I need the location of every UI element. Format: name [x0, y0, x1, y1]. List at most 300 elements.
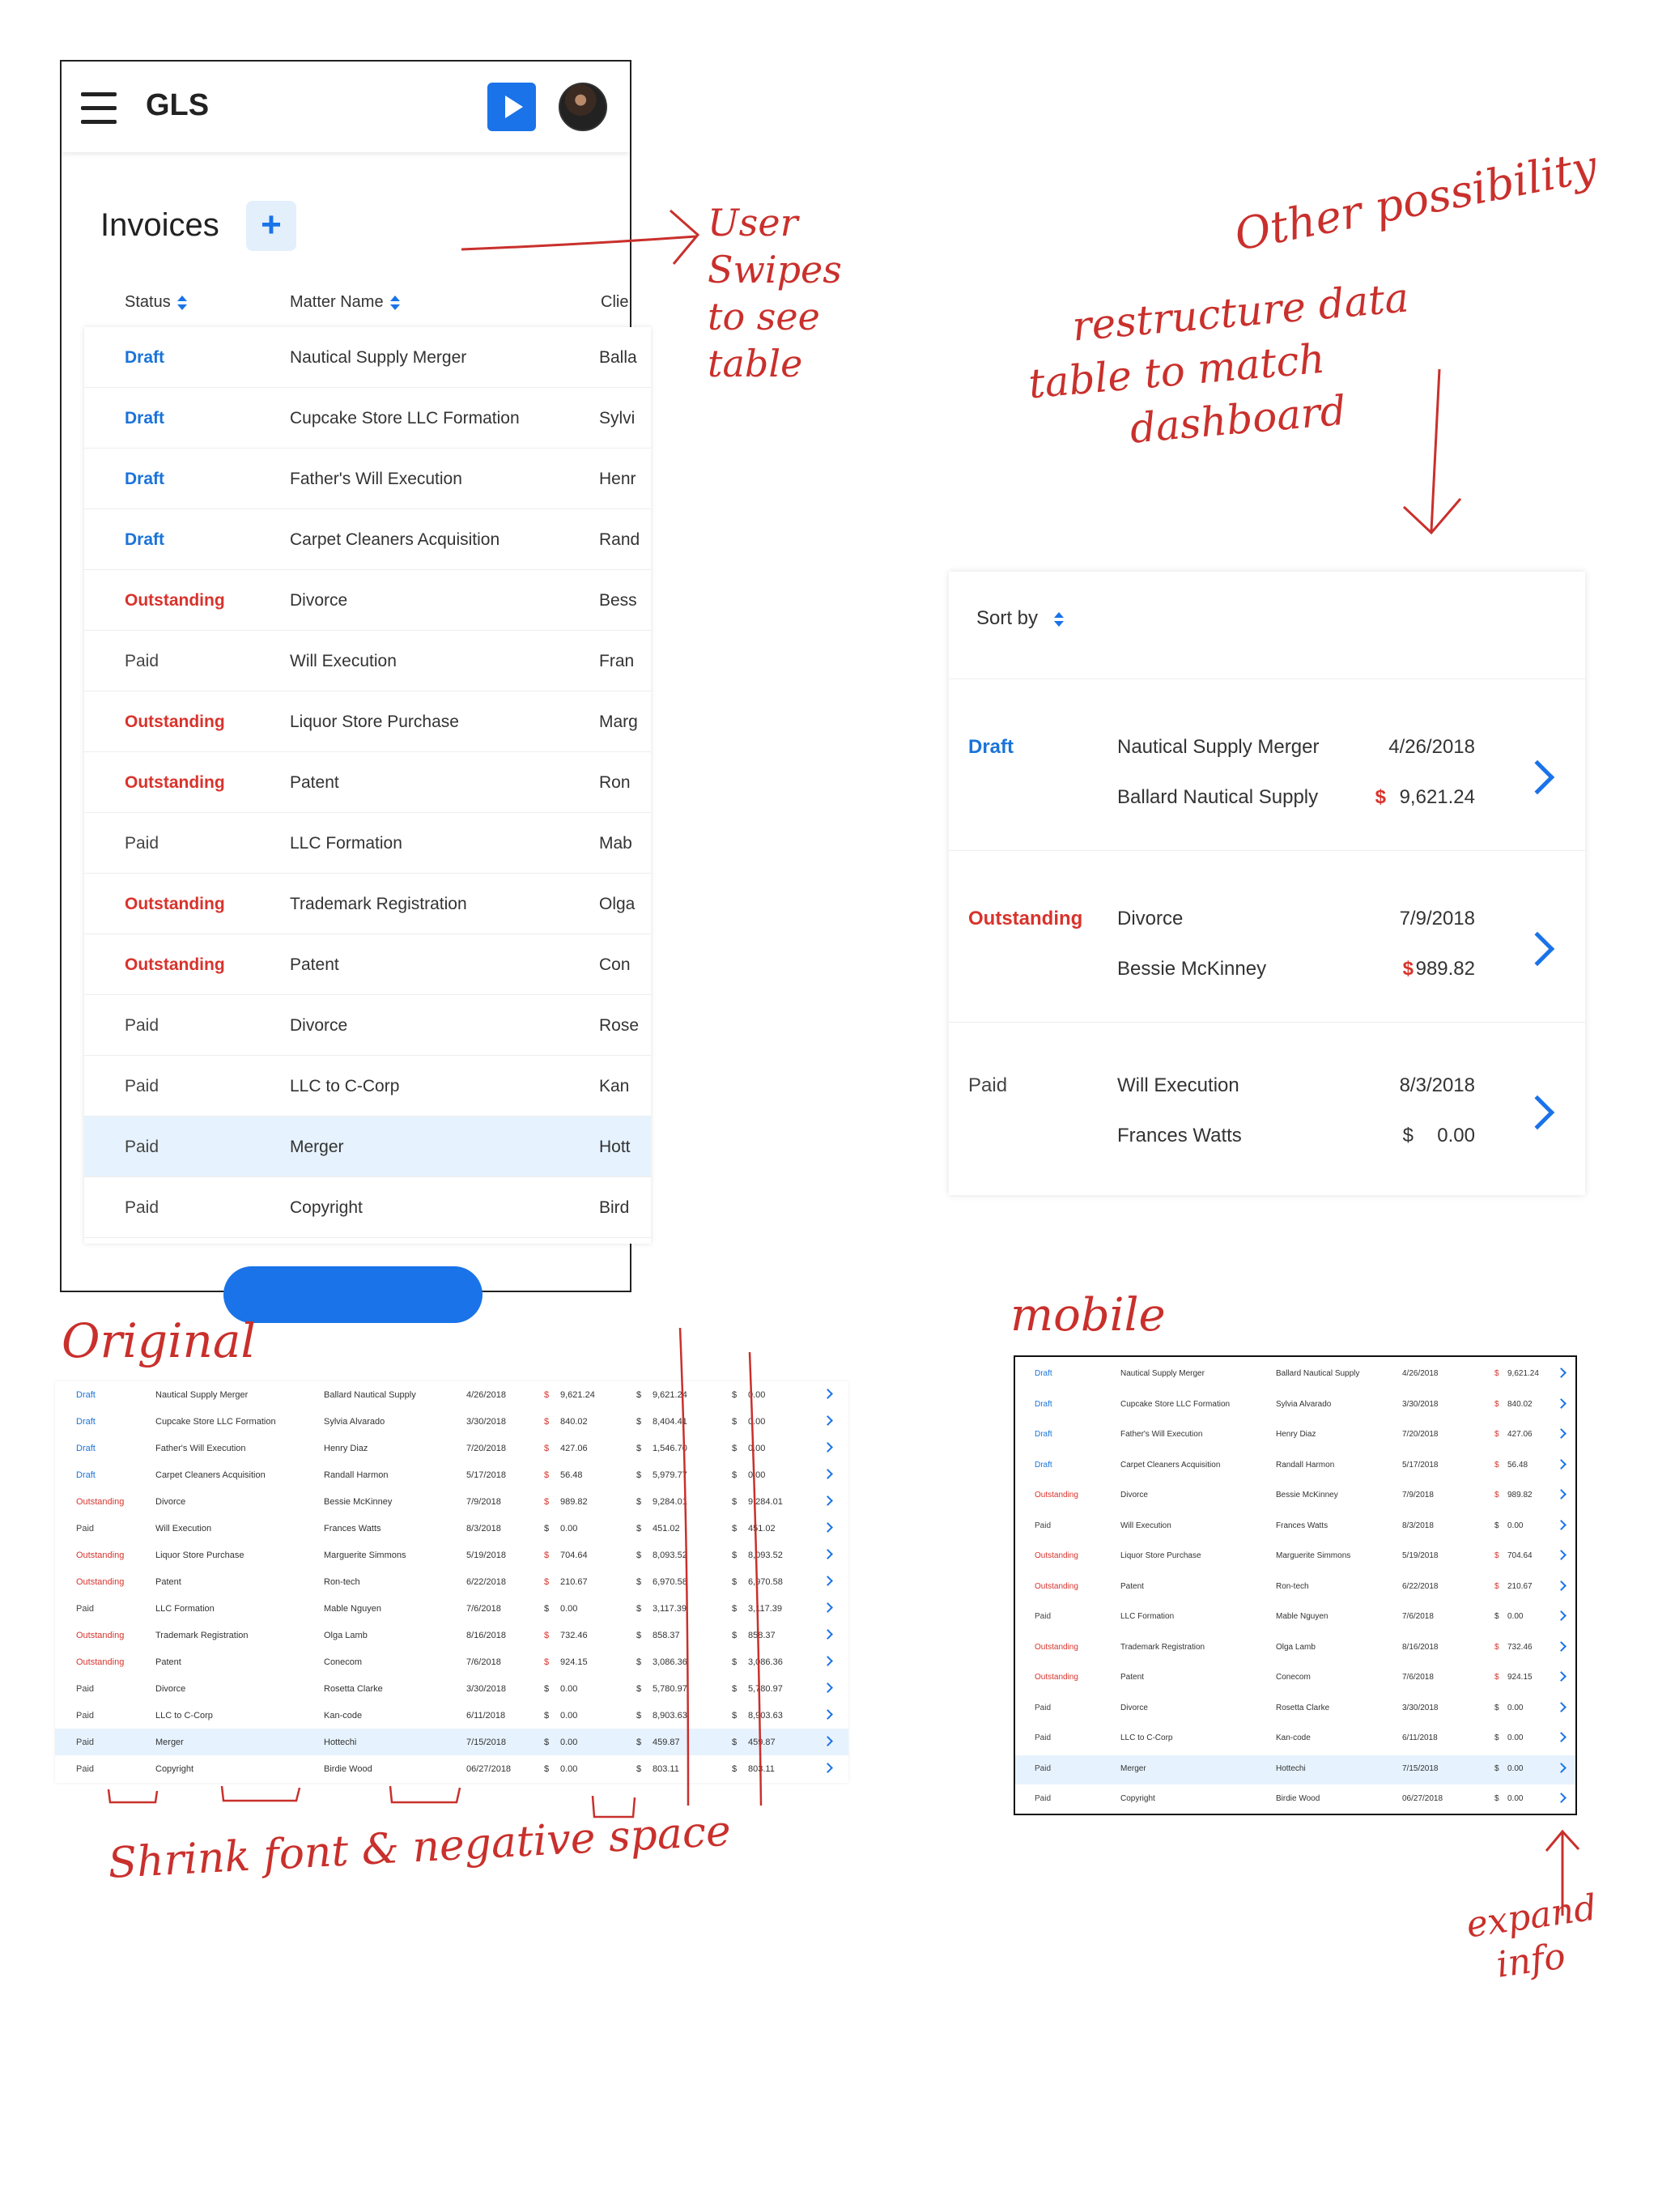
currency-symbol: $	[636, 1524, 642, 1534]
table-row[interactable]	[84, 388, 651, 449]
currency-symbol: $	[1494, 1430, 1499, 1439]
menu-icon[interactable]	[81, 92, 117, 125]
currency-symbol: $	[636, 1764, 642, 1774]
chevron-right-icon[interactable]	[1556, 1702, 1567, 1712]
chevron-right-icon[interactable]	[1520, 1095, 1554, 1129]
sort-icon	[390, 295, 400, 311]
total-cell: 1,546.70	[653, 1444, 687, 1453]
matter-cell: Father's Will Execution	[1120, 1430, 1203, 1439]
currency-symbol: $	[732, 1657, 738, 1667]
status-cell: Draft	[125, 409, 165, 428]
currency-symbol: $	[732, 1738, 738, 1747]
matter-cell: Merger	[1120, 1763, 1146, 1773]
matter-cell: Carpet Cleaners Acquisition	[1120, 1460, 1221, 1470]
currency-symbol: $	[1494, 1460, 1499, 1470]
amount-cell: 427.06	[1507, 1430, 1533, 1439]
amount-cell: 0.00	[560, 1711, 578, 1721]
date-cell: 06/27/2018	[466, 1764, 512, 1774]
client-cell: Henry Diaz	[1276, 1430, 1316, 1439]
status-cell: Outstanding	[76, 1497, 125, 1507]
matter-name: Will Execution	[1117, 1074, 1239, 1096]
currency-symbol: $	[636, 1738, 642, 1747]
note-line: info	[1494, 1935, 1568, 1986]
matter-cell: Will Execution	[1120, 1521, 1171, 1530]
date-cell: 7/20/2018	[466, 1444, 506, 1453]
sort-icon	[1054, 611, 1064, 627]
currency-symbol: $	[732, 1390, 738, 1400]
status-cell: Draft	[125, 530, 165, 549]
balance-cell: 3,086.36	[748, 1657, 783, 1667]
client-cell: Mable Nguyen	[324, 1604, 381, 1614]
mobile-label: mobile	[1010, 1289, 1166, 1342]
currency-symbol: $	[544, 1764, 550, 1774]
matter-cell: Carpet Cleaners Acquisition	[290, 530, 500, 549]
chevron-right-icon[interactable]	[1556, 1763, 1567, 1773]
matter-cell: LLC to C-Corp	[155, 1711, 213, 1721]
currency-symbol: $	[544, 1417, 550, 1427]
client-cell: Olga Lamb	[324, 1631, 368, 1640]
currency-symbol: $	[636, 1551, 642, 1560]
invoice-card[interactable]	[949, 678, 1585, 850]
date-cell: 8/16/2018	[466, 1631, 506, 1640]
status-cell: Paid	[125, 652, 159, 670]
chevron-right-icon[interactable]	[1520, 932, 1554, 966]
date-cell: 5/19/2018	[466, 1551, 506, 1560]
invoice-date: 7/9/2018	[1399, 908, 1475, 929]
client-name: Ballard Nautical Supply	[1117, 786, 1319, 808]
date-cell: 7/9/2018	[1402, 1491, 1434, 1499]
client-cell: Fran	[599, 652, 635, 670]
currency-symbol: $	[636, 1604, 642, 1614]
table-row[interactable]	[1015, 1542, 1575, 1572]
column-label: Status	[125, 293, 171, 311]
table-row[interactable]	[1015, 1725, 1575, 1754]
status-cell: Paid	[1035, 1521, 1052, 1530]
status-cell: Draft	[1035, 1369, 1052, 1378]
table-row[interactable]	[1015, 1603, 1575, 1632]
date-cell: 7/6/2018	[466, 1657, 501, 1667]
note-line: restructure data	[1070, 274, 1411, 351]
status-cell: Draft	[76, 1390, 96, 1400]
status-cell: Paid	[76, 1764, 95, 1774]
status-cell: Draft	[76, 1444, 96, 1453]
chevron-right-icon[interactable]	[1556, 1398, 1567, 1409]
status-cell: Draft	[76, 1470, 96, 1480]
currency-symbol: $	[1494, 1551, 1499, 1560]
client-column-header[interactable]	[601, 293, 628, 312]
table-row[interactable]	[84, 691, 651, 752]
currency-symbol: $	[732, 1577, 738, 1587]
currency-symbol: $	[544, 1497, 550, 1507]
amount-cell: 9,621.24	[1507, 1369, 1539, 1378]
table-row[interactable]	[84, 631, 651, 691]
invoice-date: 8/3/2018	[1399, 1074, 1475, 1096]
amount-cell: 56.48	[560, 1470, 583, 1480]
chevron-right-icon[interactable]	[1556, 1580, 1567, 1591]
client-cell: Ron-tech	[324, 1577, 360, 1587]
invoice-table	[84, 327, 651, 1244]
chevron-right-icon[interactable]	[1556, 1793, 1567, 1803]
matter-cell: Carpet Cleaners Acquisition	[155, 1470, 266, 1480]
table-row[interactable]	[84, 327, 651, 388]
client-cell: Balla	[599, 348, 637, 367]
client-cell: Marg	[599, 713, 638, 731]
shrink-note: Shrink font & negative space	[107, 1806, 733, 1888]
chevron-right-icon[interactable]	[1556, 1610, 1567, 1621]
amount-cell: 9,621.24	[560, 1390, 595, 1400]
status-cell: Outstanding	[76, 1577, 125, 1587]
status-cell: Paid	[76, 1738, 95, 1747]
client-cell: Randall Harmon	[1276, 1460, 1335, 1470]
avatar[interactable]	[559, 83, 607, 131]
currency-symbol: $	[1494, 1491, 1499, 1499]
client-cell: Bird	[599, 1198, 630, 1217]
amount-cell: 924.15	[560, 1657, 588, 1667]
invoice-amount: 9,621.24	[1399, 786, 1475, 808]
total-cell: 451.02	[653, 1524, 680, 1534]
chevron-right-icon[interactable]	[1520, 760, 1554, 794]
chevron-right-icon[interactable]	[1556, 1671, 1567, 1682]
matter-cell: Patent	[155, 1577, 181, 1587]
matter-cell: Liquor Store Purchase	[155, 1551, 244, 1560]
page-title: Invoices	[100, 207, 219, 243]
table-row[interactable]	[84, 509, 651, 570]
status-cell: Outstanding	[125, 773, 225, 792]
table-row[interactable]	[1015, 1634, 1575, 1663]
amount-cell: 56.48	[1507, 1460, 1528, 1470]
currency-symbol: $	[1494, 1612, 1499, 1621]
balance-cell: 0.00	[748, 1390, 766, 1400]
date-cell: 7/6/2018	[1402, 1673, 1434, 1682]
status-cell: Draft	[125, 348, 165, 367]
date-cell: 3/30/2018	[1402, 1703, 1439, 1712]
status-column-header[interactable]	[125, 293, 187, 312]
client-cell: Hottechi	[1276, 1763, 1306, 1773]
amount-cell: 0.00	[1507, 1763, 1524, 1773]
chevron-right-icon[interactable]	[1556, 1428, 1567, 1439]
matter-name: Nautical Supply Merger	[1117, 736, 1320, 758]
note-line: User	[708, 201, 798, 245]
status-cell: Paid	[1035, 1794, 1052, 1803]
table-row[interactable]	[1015, 1664, 1575, 1693]
client-cell: Rosetta Clarke	[324, 1684, 383, 1694]
status-cell: Outstanding	[76, 1657, 125, 1667]
status-cell: Paid	[125, 1077, 159, 1095]
date-cell: 7/6/2018	[466, 1604, 501, 1614]
client-cell: Kan-code	[324, 1711, 363, 1721]
amount-cell: 0.00	[560, 1684, 578, 1694]
status-cell: Draft	[76, 1417, 96, 1427]
balance-cell: 0.00	[748, 1470, 766, 1480]
matter-cell: Will Execution	[155, 1524, 212, 1534]
table-row[interactable]	[1015, 1785, 1575, 1814]
status-cell: Paid	[76, 1604, 95, 1614]
play-button[interactable]	[487, 83, 536, 131]
matter-cell: Nautical Supply Merger	[155, 1390, 249, 1400]
matter-cell: Copyright	[1120, 1794, 1155, 1803]
client-cell: Conecom	[324, 1657, 363, 1667]
currency-symbol: $	[1494, 1642, 1499, 1652]
currency-symbol: $	[732, 1470, 738, 1480]
matter-cell: Divorce	[290, 591, 348, 610]
table-row[interactable]	[84, 934, 651, 995]
date-cell: 7/20/2018	[1402, 1430, 1439, 1439]
app-header	[62, 62, 630, 152]
column-label: Matter Name	[290, 293, 384, 311]
note-line: dashboard	[1128, 386, 1348, 453]
balance-cell: 451.02	[748, 1524, 776, 1534]
matter-cell: Patent	[155, 1657, 181, 1667]
balance-cell: 6,970.58	[748, 1577, 783, 1587]
column-label: Clie	[601, 293, 629, 311]
currency-symbol: $	[1494, 1763, 1499, 1773]
table-row[interactable]	[1015, 1360, 1575, 1389]
client-cell: Kan	[599, 1077, 630, 1095]
client-cell: Birdie Wood	[1276, 1794, 1320, 1803]
amount-cell: 210.67	[1507, 1581, 1533, 1591]
status-cell: Outstanding	[1035, 1551, 1078, 1560]
currency-symbol: $	[636, 1657, 642, 1667]
client-cell: Kan-code	[1276, 1733, 1311, 1742]
chevron-right-icon[interactable]	[1556, 1459, 1567, 1470]
invoice-amount: 0.00	[1437, 1125, 1475, 1146]
status-cell: Outstanding	[125, 955, 225, 974]
currency-symbol: $	[1402, 958, 1414, 980]
date-cell: 3/30/2018	[1402, 1399, 1439, 1409]
currency-symbol: $	[636, 1417, 642, 1427]
total-cell: 5,979.77	[653, 1470, 687, 1480]
table-row[interactable]	[1015, 1452, 1575, 1481]
currency-symbol: $	[1494, 1581, 1499, 1591]
currency-symbol: $	[1494, 1369, 1499, 1378]
invoice-amount: 989.82	[1415, 958, 1475, 980]
date-cell: 3/30/2018	[466, 1417, 506, 1427]
add-invoice-button[interactable]: +	[246, 201, 296, 251]
table-row[interactable]	[84, 874, 651, 934]
currency-symbol: $	[732, 1417, 738, 1427]
table-row[interactable]	[1015, 1695, 1575, 1724]
total-cell: 6,970.58	[653, 1577, 687, 1587]
currency-symbol: $	[732, 1551, 738, 1560]
amount-cell: 0.00	[1507, 1612, 1524, 1621]
currency-symbol: $	[1494, 1399, 1499, 1409]
matter-cell: Merger	[290, 1138, 344, 1156]
swipe-arrow	[453, 202, 712, 275]
dashboard-card-list	[949, 572, 1585, 1195]
amount-cell: 704.64	[1507, 1551, 1533, 1560]
matter-cell: Liquor Store Purchase	[1120, 1551, 1201, 1560]
client-cell: Frances Watts	[1276, 1521, 1329, 1530]
status-cell: Paid	[1035, 1703, 1052, 1712]
currency-symbol: $	[636, 1631, 642, 1640]
currency-symbol: $	[1494, 1673, 1499, 1682]
table-row[interactable]	[84, 449, 651, 509]
currency-symbol: $	[544, 1631, 550, 1640]
table-row[interactable]	[1015, 1755, 1575, 1784]
table-row[interactable]	[1015, 1573, 1575, 1602]
amount-cell: 210.67	[560, 1577, 588, 1587]
balance-cell: 459.87	[748, 1738, 776, 1747]
status-cell: Draft	[1035, 1430, 1052, 1439]
matter-cell: Copyright	[290, 1198, 363, 1217]
status-cell: Outstanding	[1035, 1642, 1078, 1652]
client-cell: Ballard Nautical Supply	[324, 1390, 416, 1400]
matter-cell: Patent	[1120, 1581, 1144, 1591]
date-cell: 7/9/2018	[466, 1497, 501, 1507]
currency-symbol: $	[732, 1631, 738, 1640]
currency-symbol: $	[544, 1711, 550, 1721]
currency-symbol: $	[732, 1497, 738, 1507]
date-cell: 3/30/2018	[466, 1684, 506, 1694]
currency-symbol: $	[544, 1551, 550, 1560]
client-cell: Rose	[599, 1016, 640, 1035]
date-cell: 6/22/2018	[466, 1577, 506, 1587]
client-cell: Henry Diaz	[324, 1444, 368, 1453]
matter-cell: Divorce	[155, 1684, 186, 1694]
client-cell: Bess	[599, 591, 637, 610]
date-cell: 5/19/2018	[1402, 1551, 1439, 1560]
amount-cell: 0.00	[560, 1764, 578, 1774]
total-cell: 8,903.63	[653, 1711, 687, 1721]
client-cell: Ballard Nautical Supply	[1276, 1369, 1360, 1378]
status-cell: Outstanding	[125, 713, 225, 731]
balance-cell: 3,117.39	[748, 1604, 783, 1614]
sort-by-control[interactable]	[976, 607, 1064, 630]
down-arrow	[1392, 364, 1465, 542]
table-row[interactable]	[84, 1177, 651, 1238]
currency-symbol: $	[1375, 786, 1386, 808]
matter-cell: Divorce	[155, 1497, 186, 1507]
table-row[interactable]	[1015, 1512, 1575, 1542]
matter-cell: Trademark Registration	[155, 1631, 249, 1640]
balance-cell: 0.00	[748, 1444, 766, 1453]
status-label: Paid	[968, 1074, 1008, 1096]
table-row[interactable]	[84, 813, 651, 874]
total-cell: 3,117.39	[653, 1604, 687, 1614]
date-cell: 6/11/2018	[1402, 1733, 1438, 1742]
table-row[interactable]	[84, 752, 651, 813]
chevron-right-icon[interactable]	[1556, 1368, 1567, 1378]
status-cell: Outstanding	[76, 1551, 125, 1560]
load-more-button[interactable]	[223, 1266, 483, 1323]
client-cell: Marguerite Simmons	[1276, 1551, 1351, 1560]
invoice-date: 4/26/2018	[1388, 736, 1475, 758]
table-row[interactable]	[84, 1056, 651, 1117]
swipe-note	[708, 199, 842, 387]
table-row[interactable]	[1015, 1482, 1575, 1511]
currency-symbol: $	[544, 1657, 550, 1667]
amount-cell: 924.15	[1507, 1673, 1533, 1682]
chevron-right-icon[interactable]	[1556, 1550, 1567, 1560]
status-cell: Paid	[125, 1138, 159, 1156]
matter-cell: Divorce	[1120, 1703, 1148, 1712]
amount-cell: 704.64	[560, 1551, 588, 1560]
total-cell: 9,284.01	[653, 1497, 687, 1507]
matter-cell: Nautical Supply Merger	[290, 348, 467, 367]
balance-cell: 9,284.01	[748, 1497, 783, 1507]
currency-symbol: $	[636, 1470, 642, 1480]
matter-cell: LLC to C-Corp	[1120, 1733, 1173, 1742]
total-cell: 3,086.36	[653, 1657, 687, 1667]
status-cell: Paid	[1035, 1612, 1052, 1621]
sort-by-label: Sort by	[976, 607, 1039, 629]
client-cell: Hottechi	[324, 1738, 357, 1747]
client-cell: Sylvi	[599, 409, 636, 428]
balance-cell: 5,780.97	[748, 1684, 783, 1694]
amount-cell: 0.00	[560, 1604, 578, 1614]
strike-marks	[49, 1320, 858, 1854]
app-title: GLS	[146, 88, 210, 122]
date-cell: 8/3/2018	[466, 1524, 501, 1534]
chevron-right-icon[interactable]	[1556, 1641, 1567, 1652]
client-name: Bessie McKinney	[1117, 958, 1267, 980]
table-row[interactable]	[84, 995, 651, 1056]
note-line: to see	[708, 295, 820, 338]
amount-cell: 989.82	[560, 1497, 588, 1507]
currency-symbol: $	[544, 1738, 550, 1747]
total-cell: 459.87	[653, 1738, 680, 1747]
chevron-right-icon[interactable]	[1556, 1520, 1567, 1530]
chevron-right-icon[interactable]	[1556, 1732, 1567, 1742]
table-row[interactable]	[84, 570, 651, 631]
table-row[interactable]	[1015, 1421, 1575, 1450]
status-cell: Paid	[76, 1684, 95, 1694]
total-cell: 8,093.52	[653, 1551, 687, 1560]
matter-cell: Nautical Supply Merger	[1120, 1369, 1205, 1378]
client-cell: Sylvia Alvarado	[1276, 1399, 1332, 1409]
currency-symbol: $	[544, 1524, 550, 1534]
matter-cell: Liquor Store Purchase	[290, 713, 459, 731]
total-cell: 803.11	[653, 1764, 679, 1774]
status-cell: Outstanding	[125, 895, 225, 913]
matter-cell: Merger	[155, 1738, 184, 1747]
status-cell: Paid	[1035, 1733, 1052, 1742]
amount-cell: 0.00	[1507, 1703, 1524, 1712]
date-cell: 6/22/2018	[1402, 1581, 1439, 1591]
play-icon	[487, 83, 536, 131]
status-cell: Outstanding	[1035, 1673, 1078, 1682]
client-cell: Ron	[599, 773, 631, 792]
chevron-right-icon[interactable]	[1556, 1489, 1567, 1499]
client-cell: Olga	[599, 895, 636, 913]
total-cell: 5,780.97	[653, 1684, 687, 1694]
table-row[interactable]	[84, 1117, 651, 1177]
matter-cell: Trademark Registration	[290, 895, 467, 913]
matter-cell: LLC Formation	[1120, 1612, 1175, 1621]
note-line: expand	[1464, 1887, 1600, 1946]
client-cell: Ron-tech	[1276, 1581, 1309, 1591]
matter-cell: Trademark Registration	[1120, 1642, 1205, 1652]
matter-column-header[interactable]	[290, 293, 400, 312]
amount-cell: 840.02	[1507, 1399, 1533, 1409]
client-cell: Con	[599, 955, 631, 974]
currency-symbol: $	[636, 1390, 642, 1400]
invoice-card[interactable]	[949, 1022, 1585, 1195]
expand-note	[1464, 1886, 1605, 1990]
currency-symbol: $	[1494, 1703, 1499, 1712]
date-cell: 8/16/2018	[1402, 1642, 1439, 1652]
currency-symbol: $	[1494, 1733, 1499, 1742]
status-cell: Paid	[125, 1198, 159, 1217]
client-cell: Olga Lamb	[1276, 1642, 1316, 1652]
other-possibility-note: Other possibility	[1231, 140, 1601, 261]
client-cell: Frances Watts	[324, 1524, 381, 1534]
restructure-note	[1022, 270, 1420, 464]
matter-cell: Copyright	[155, 1764, 194, 1774]
table-row[interactable]	[1015, 1391, 1575, 1420]
invoice-card[interactable]	[949, 850, 1585, 1022]
balance-cell: 8,903.63	[748, 1711, 783, 1721]
